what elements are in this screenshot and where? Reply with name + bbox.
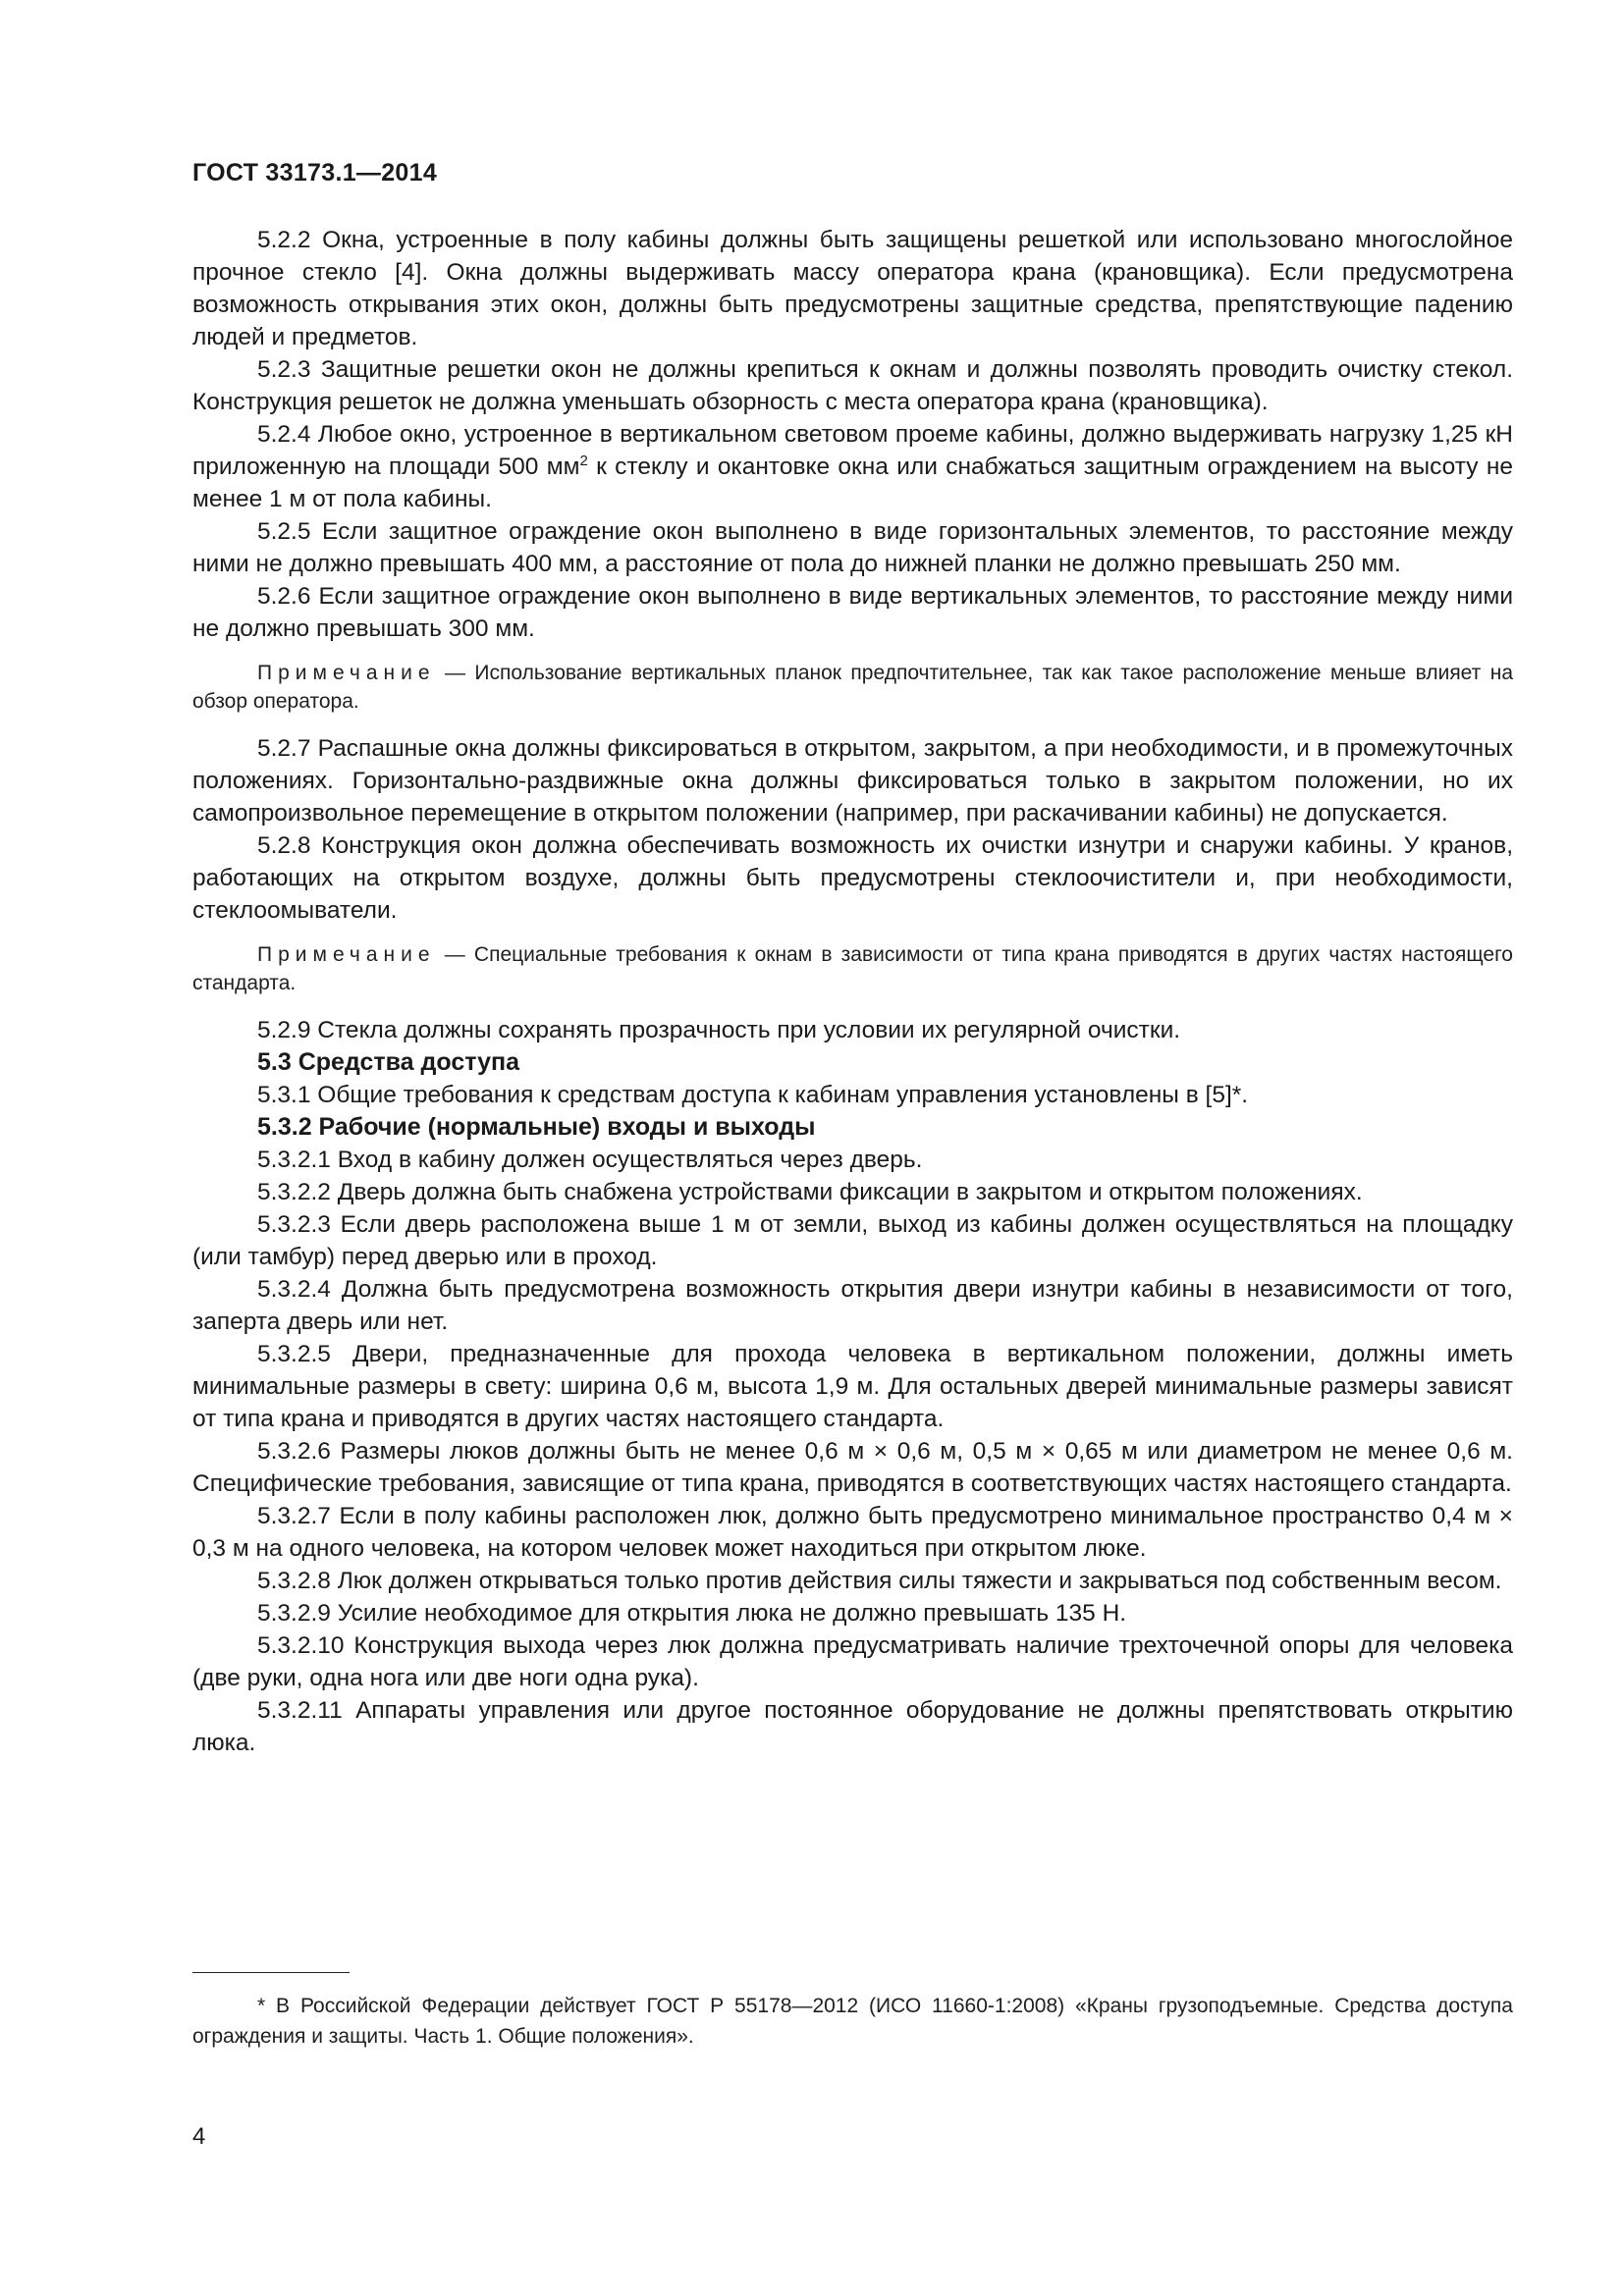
paragraph-5-2-4 [192, 418, 1513, 515]
paragraph-5-3-1: 5.3.1 Общие требования к средствам доступа к кабинам управления установлены в [5]*. [257, 1082, 1249, 1108]
note-1-text: — Использование вертикальных планок предпочтительнее, так как такое расположение меньше влияет на обзор оператора. [192, 662, 1513, 713]
paragraph-5-2-4-part-1: 5.2.4 Любое окно, устроенное в вертикальном световом проеме кабины, должно выдерживать нагрузку 1,25 кН приложенную на площади 500 мм [192, 421, 1513, 480]
paragraph-5-3-2-4: 5.3.2.4 Должна быть предусмотрена возможность открытия двери изнутри кабины в независимости от того, заперта дверь или нет. [192, 1276, 1513, 1335]
document-header: ГОСТ 33173.1—2014 [192, 159, 438, 187]
note-1 [192, 659, 1513, 716]
paragraph-5-3-2-9: 5.3.2.9 Усилие необходимое для открытия люка не должно превышать 135 Н. [257, 1600, 1127, 1627]
paragraph-5-3-2-10: 5.3.2.10 Конструкция выхода через люк должна предусматривать наличие трехточечной опоры для человека (две руки, одна нога или две ноги одна рука). [192, 1632, 1513, 1691]
note-2 [192, 940, 1513, 997]
document-body [192, 224, 1513, 1759]
paragraph-5-2-8: 5.2.8 Конструкция окон должна обеспечивать возможность их очистки изнутри и снаружи кабины. У кранов, работающих на открытом воздухе, должны быть предусмотрены стеклоочистители и, при необходимости, стеклоомыватели. [192, 832, 1513, 924]
note-1-label: Примечание [257, 662, 436, 684]
footnote-divider [192, 1972, 350, 1973]
paragraph-5-2-7: 5.2.7 Распашные окна должны фиксироваться в открытом, закрытом, а при необходимости, и в промежуточных положениях. Горизонтально-раздвижные окна должны фиксироваться только в закрытом положении, но их самопроизвольное перемещение в открытом положении (например, при раскачивании кабины) не допускается. [192, 735, 1513, 827]
paragraph-5-3-2-11: 5.3.2.11 Аппараты управления или другое постоянное оборудование не должны препятствовать открытию люка. [192, 1697, 1513, 1756]
paragraph-5-2-3: 5.2.3 Защитные решетки окон не должны крепиться к окнам и должны позволять проводить очистку стекол. Конструкция решеток не должна уменьшать обзорность с места оператора крана (крановщика). [192, 356, 1513, 415]
paragraph-5-2-4-part-2: к стеклу и окантовке окна или снабжаться защитным ограждением на высоту не менее 1 м от пола кабины. [192, 454, 1513, 512]
paragraph-5-3-2-2: 5.3.2.2 Дверь должна быть снабжена устройствами фиксации в закрытом и открытом положениях. [257, 1179, 1363, 1205]
paragraph-5-2-6: 5.2.6 Если защитное ограждение окон выполнено в виде вертикальных элементов, то расстояние между ними не должно превышать 300 мм. [192, 583, 1513, 642]
heading-5-3-2: 5.3.2 Рабочие (нормальные) входы и выходы [257, 1113, 816, 1141]
paragraph-5-3-2-1: 5.3.2.1 Вход в кабину должен осуществляться через дверь. [257, 1147, 923, 1173]
paragraph-5-3-2-3: 5.3.2.3 Если дверь расположена выше 1 м от земли, выход из кабины должен осуществляться на площадку (или тамбур) перед дверью или в проход. [192, 1211, 1513, 1270]
paragraph-5-2-2: 5.2.2 Окна, устроенные в полу кабины должны быть защищены решеткой или использовано многослойное прочное стекло [4]. Окна должны выдерживать массу оператора крана (крановщика). Если предусмотрена возможность открывания этих окон, должны быть предусмотрены защитные средства, препятствующие падению людей и предметов. [192, 227, 1513, 350]
note-2-label: Примечание [257, 943, 436, 966]
superscript-2: 2 [579, 453, 588, 469]
paragraph-5-3-2-8: 5.3.2.8 Люк должен открываться только против действия силы тяжести и закрываться под собственным весом. [257, 1568, 1502, 1594]
paragraph-5-3-2-7: 5.3.2.7 Если в полу кабины расположен люк, должно быть предусмотрено минимальное пространство 0,4 м × 0,3 м на одного человека, на котором человек может находиться при открытом люке. [192, 1503, 1513, 1562]
heading-5-3: 5.3 Средства доступа [257, 1048, 519, 1076]
paragraph-5-2-5: 5.2.5 Если защитное ограждение окон выполнено в виде горизонтальных элементов, то расстояние между ними не должно превышать 400 мм, а расстояние от пола до нижней планки не должно превышать 250 мм. [192, 518, 1513, 577]
page-number: 4 [192, 2123, 206, 2150]
paragraph-5-3-2-5: 5.3.2.5 Двери, предназначенные для прохода человека в вертикальном положении, должны иметь минимальные размеры в свету: ширина 0,6 м, высота 1,9 м. Для остальных дверей минимальные размеры зависят от типа крана и приводятся в других частях настоящего стандарта. [192, 1341, 1513, 1432]
paragraph-5-3-2-6: 5.3.2.6 Размеры люков должны быть не менее 0,6 м × 0,6 м, 0,5 м × 0,65 м или диаметром не менее 0,6 м. Специфические требования, зависящие от типа крана, приводятся в соответствующих частях настоящего стандарта. [192, 1438, 1513, 1497]
paragraph-5-2-9: 5.2.9 Стекла должны сохранять прозрачность при условии их регулярной очистки. [257, 1017, 1181, 1043]
note-2-text: — Специальные требования к окнам в зависимости от типа крана приводятся в других частях настоящего стандарта. [192, 943, 1513, 994]
footnote: * В Российской Федерации действует ГОСТ Р 55178—2012 (ИСО 11660-1:2008) «Краны грузоподъемные. Средства доступа ограждения и защиты. Часть 1. Общие положения». [192, 1995, 1513, 2048]
